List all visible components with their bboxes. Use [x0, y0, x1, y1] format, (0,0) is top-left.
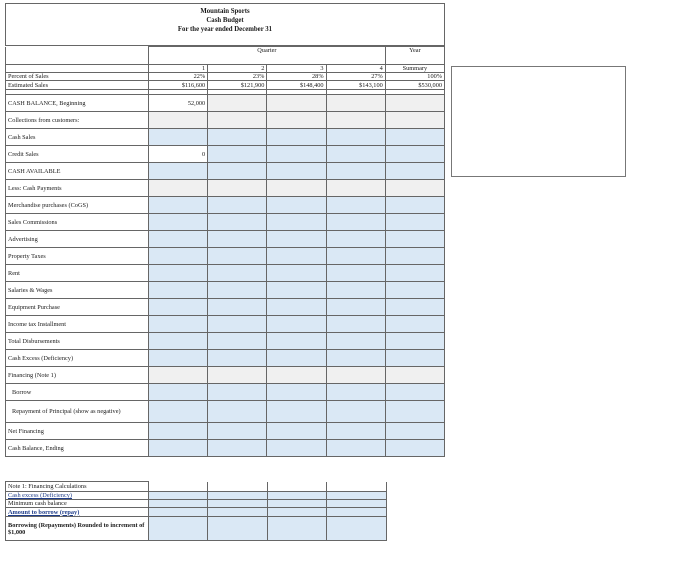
credit-sales-q2-input[interactable]: [208, 146, 267, 163]
title-block: [5, 3, 445, 46]
sales-q1: $116,600: [149, 81, 208, 90]
payment-item-label: Salaries & Wages: [6, 282, 149, 299]
percent-year: 100%: [385, 73, 444, 81]
credit-sales-q3-input[interactable]: [267, 146, 326, 163]
financing-label: Financing (Note 1): [6, 367, 149, 384]
cash-sales-q3-input[interactable]: [267, 129, 326, 146]
note-title: Note 1: Financing Calculations: [6, 482, 149, 492]
cash-sales-year-input[interactable]: [385, 129, 444, 146]
percent-q3: 28%: [267, 73, 326, 81]
collections-label: Collections from customers:: [6, 112, 149, 129]
report-name: Cash Budget: [206, 17, 244, 24]
cash-excess-label: Cash Excess (Deficiency): [6, 350, 149, 367]
payment-item-label: Equipment Purchase: [6, 299, 149, 316]
payment-item-label: Merchandise purchases (CoGS): [6, 197, 149, 214]
credit-sales-year-input[interactable]: [385, 146, 444, 163]
cash-beginning-label: CASH BALANCE, Beginning: [6, 95, 149, 112]
borrow-label: Borrow: [6, 384, 149, 401]
financing-note: [5, 481, 445, 541]
percent-q1: 22%: [149, 73, 208, 81]
cash-beginning-q1: 52,000: [149, 95, 208, 112]
percent-sales-label: Percent of Sales: [6, 73, 149, 81]
estimated-sales-label: Estimated Sales: [6, 81, 149, 90]
year-header: Year: [385, 47, 444, 65]
repayment-label: Repayment of Principal (show as negative): [6, 401, 149, 423]
quarter-3-header: 3: [267, 65, 326, 73]
report-period: For the year ended December 31: [177, 26, 273, 33]
credit-sales-q1: 0: [149, 146, 208, 163]
cash-budget-sheet: [5, 3, 445, 565]
summary-header: Summary: [385, 65, 444, 73]
cash-sales-label: Cash Sales: [6, 129, 149, 146]
note-amount-borrow: Amount to borrow (repay): [6, 508, 149, 517]
percent-q2: 23%: [208, 73, 267, 81]
sales-year: $530,000: [385, 81, 444, 90]
quarter-2-header: 2: [208, 65, 267, 73]
net-financing-label: Net Financing: [6, 423, 149, 440]
total-disbursements-label: Total Disbursements: [6, 333, 149, 350]
credit-sales-label: Credit Sales: [6, 146, 149, 163]
less-payments-label: Less: Cash Payments: [6, 180, 149, 197]
percent-q4: 27%: [326, 73, 385, 81]
credit-sales-q4-input[interactable]: [326, 146, 385, 163]
sales-q2: $121,900: [208, 81, 267, 90]
payment-item-label: Advertising: [6, 231, 149, 248]
quarter-4-header: 4: [326, 65, 385, 73]
note-min-cash: Minimum cash balance: [6, 500, 149, 508]
note-cash-excess: Cash excess (Deficiency): [6, 492, 149, 500]
budget-grid: [5, 46, 445, 457]
payment-item-label: Property Taxes: [6, 248, 149, 265]
quarter-1-header: 1: [149, 65, 208, 73]
payment-item-label: Rent: [6, 265, 149, 282]
cash-ending-label: Cash Balance, Ending: [6, 440, 149, 457]
cash-available-label: CASH AVAILABLE: [6, 163, 149, 180]
cash-sales-q2-input[interactable]: [208, 129, 267, 146]
cash-sales-q1-input[interactable]: [149, 129, 208, 146]
payment-item-label: Income tax Installment: [6, 316, 149, 333]
note-rounded: Borrowing (Repayments) Rounded to increment of $1,000: [6, 517, 149, 541]
empty-side-box: [451, 66, 626, 177]
payment-item-label: Sales Commissions: [6, 214, 149, 231]
sales-q3: $148,400: [267, 81, 326, 90]
cash-sales-q4-input[interactable]: [326, 129, 385, 146]
sales-q4: $143,100: [326, 81, 385, 90]
quarter-header: Quarter: [149, 47, 386, 65]
company-name: Mountain Sports: [200, 8, 250, 15]
